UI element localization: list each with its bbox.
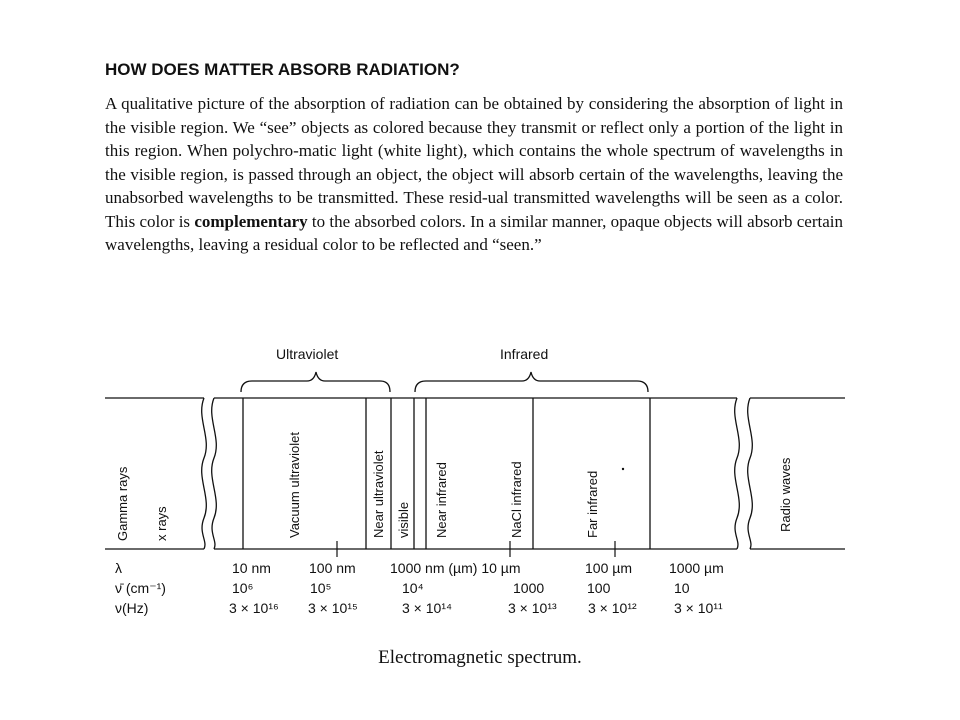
paragraph-text-after: to the absorbed colors. In a similar manner, opaque objects will absorb certain wavelengths, leaving a residual color to be reflected and “seen.”	[105, 211, 843, 254]
region-visible: visible	[396, 501, 411, 538]
region-x-rays: x rays	[154, 506, 169, 541]
paragraph-bold-term: complementary	[194, 211, 308, 231]
region-gamma-rays: Gamma rays	[115, 466, 130, 541]
row-label-frequency: ν(Hz)	[115, 600, 149, 616]
ultraviolet-bracket	[241, 372, 390, 392]
wavenumber-value: 10⁶	[232, 580, 254, 596]
frequency-value: 3 × 10¹⁶	[229, 600, 279, 616]
wavelength-value: 100 nm	[309, 560, 356, 576]
wavenumber-value: 10⁴	[402, 580, 424, 596]
infrared-bracket	[415, 372, 648, 392]
wavenumber-value: 1000	[513, 580, 545, 596]
region-nacl-infrared: NaCl infrared	[509, 461, 524, 538]
frequency-value: 3 × 10¹⁴	[402, 600, 452, 616]
stray-dot	[622, 468, 624, 470]
region-radio-waves: Radio waves	[778, 457, 793, 532]
paragraph-text-before: A qualitative picture of the absorption of radiation can be obtained by considering the absorption of light in the visible region. We “see” objects as colored because they transmit or reflect only a portion of the light in this region. When polychro-matic light (white light), which contains the whole spectrum of wavelengths in the visible region, is passed through an object, the object will absorb certain of the wavelengths, leaving the unabsorbed wavelengths to be transmitted. These resid-ual transmitted wavelengths will be seen as a color. This color is	[105, 94, 843, 231]
ultraviolet-label: Ultraviolet	[276, 346, 339, 362]
break-mark-right	[735, 398, 753, 549]
wavenumber-value: 10⁵	[310, 580, 332, 596]
frequency-value: 3 × 10¹²	[588, 600, 637, 616]
wavelength-value: 100 µm	[585, 560, 632, 576]
wavelength-value: 10 nm	[232, 560, 271, 576]
wavenumber-value: 100	[587, 580, 611, 596]
frequency-value: 3 × 10¹³	[508, 600, 557, 616]
figure-caption: Electromagnetic spectrum.	[378, 647, 582, 668]
wavelength-value: 1000 nm (µm) 10 µm	[390, 560, 521, 576]
spectrum-band-outline	[105, 398, 845, 549]
infrared-label: Infrared	[500, 346, 549, 362]
wavelength-value: 1000 µm	[669, 560, 724, 576]
break-mark-left	[202, 398, 217, 549]
frequency-value: 3 × 10¹⁵	[308, 600, 358, 616]
row-label-wavelength: λ	[115, 560, 122, 576]
region-near-ultraviolet: Near ultraviolet	[371, 450, 386, 538]
region-vacuum-ultraviolet: Vacuum ultraviolet	[287, 432, 302, 538]
section-heading: HOW DOES MATTER ABSORB RADIATION?	[105, 60, 460, 79]
frequency-value: 3 × 10¹¹	[674, 600, 723, 616]
row-label-wavenumber: ν̄ (cm⁻¹)	[115, 580, 166, 596]
region-near-infrared: Near infrared	[434, 462, 449, 538]
wavenumber-value: 10	[674, 580, 690, 596]
region-far-infrared: Far infrared	[585, 470, 600, 538]
